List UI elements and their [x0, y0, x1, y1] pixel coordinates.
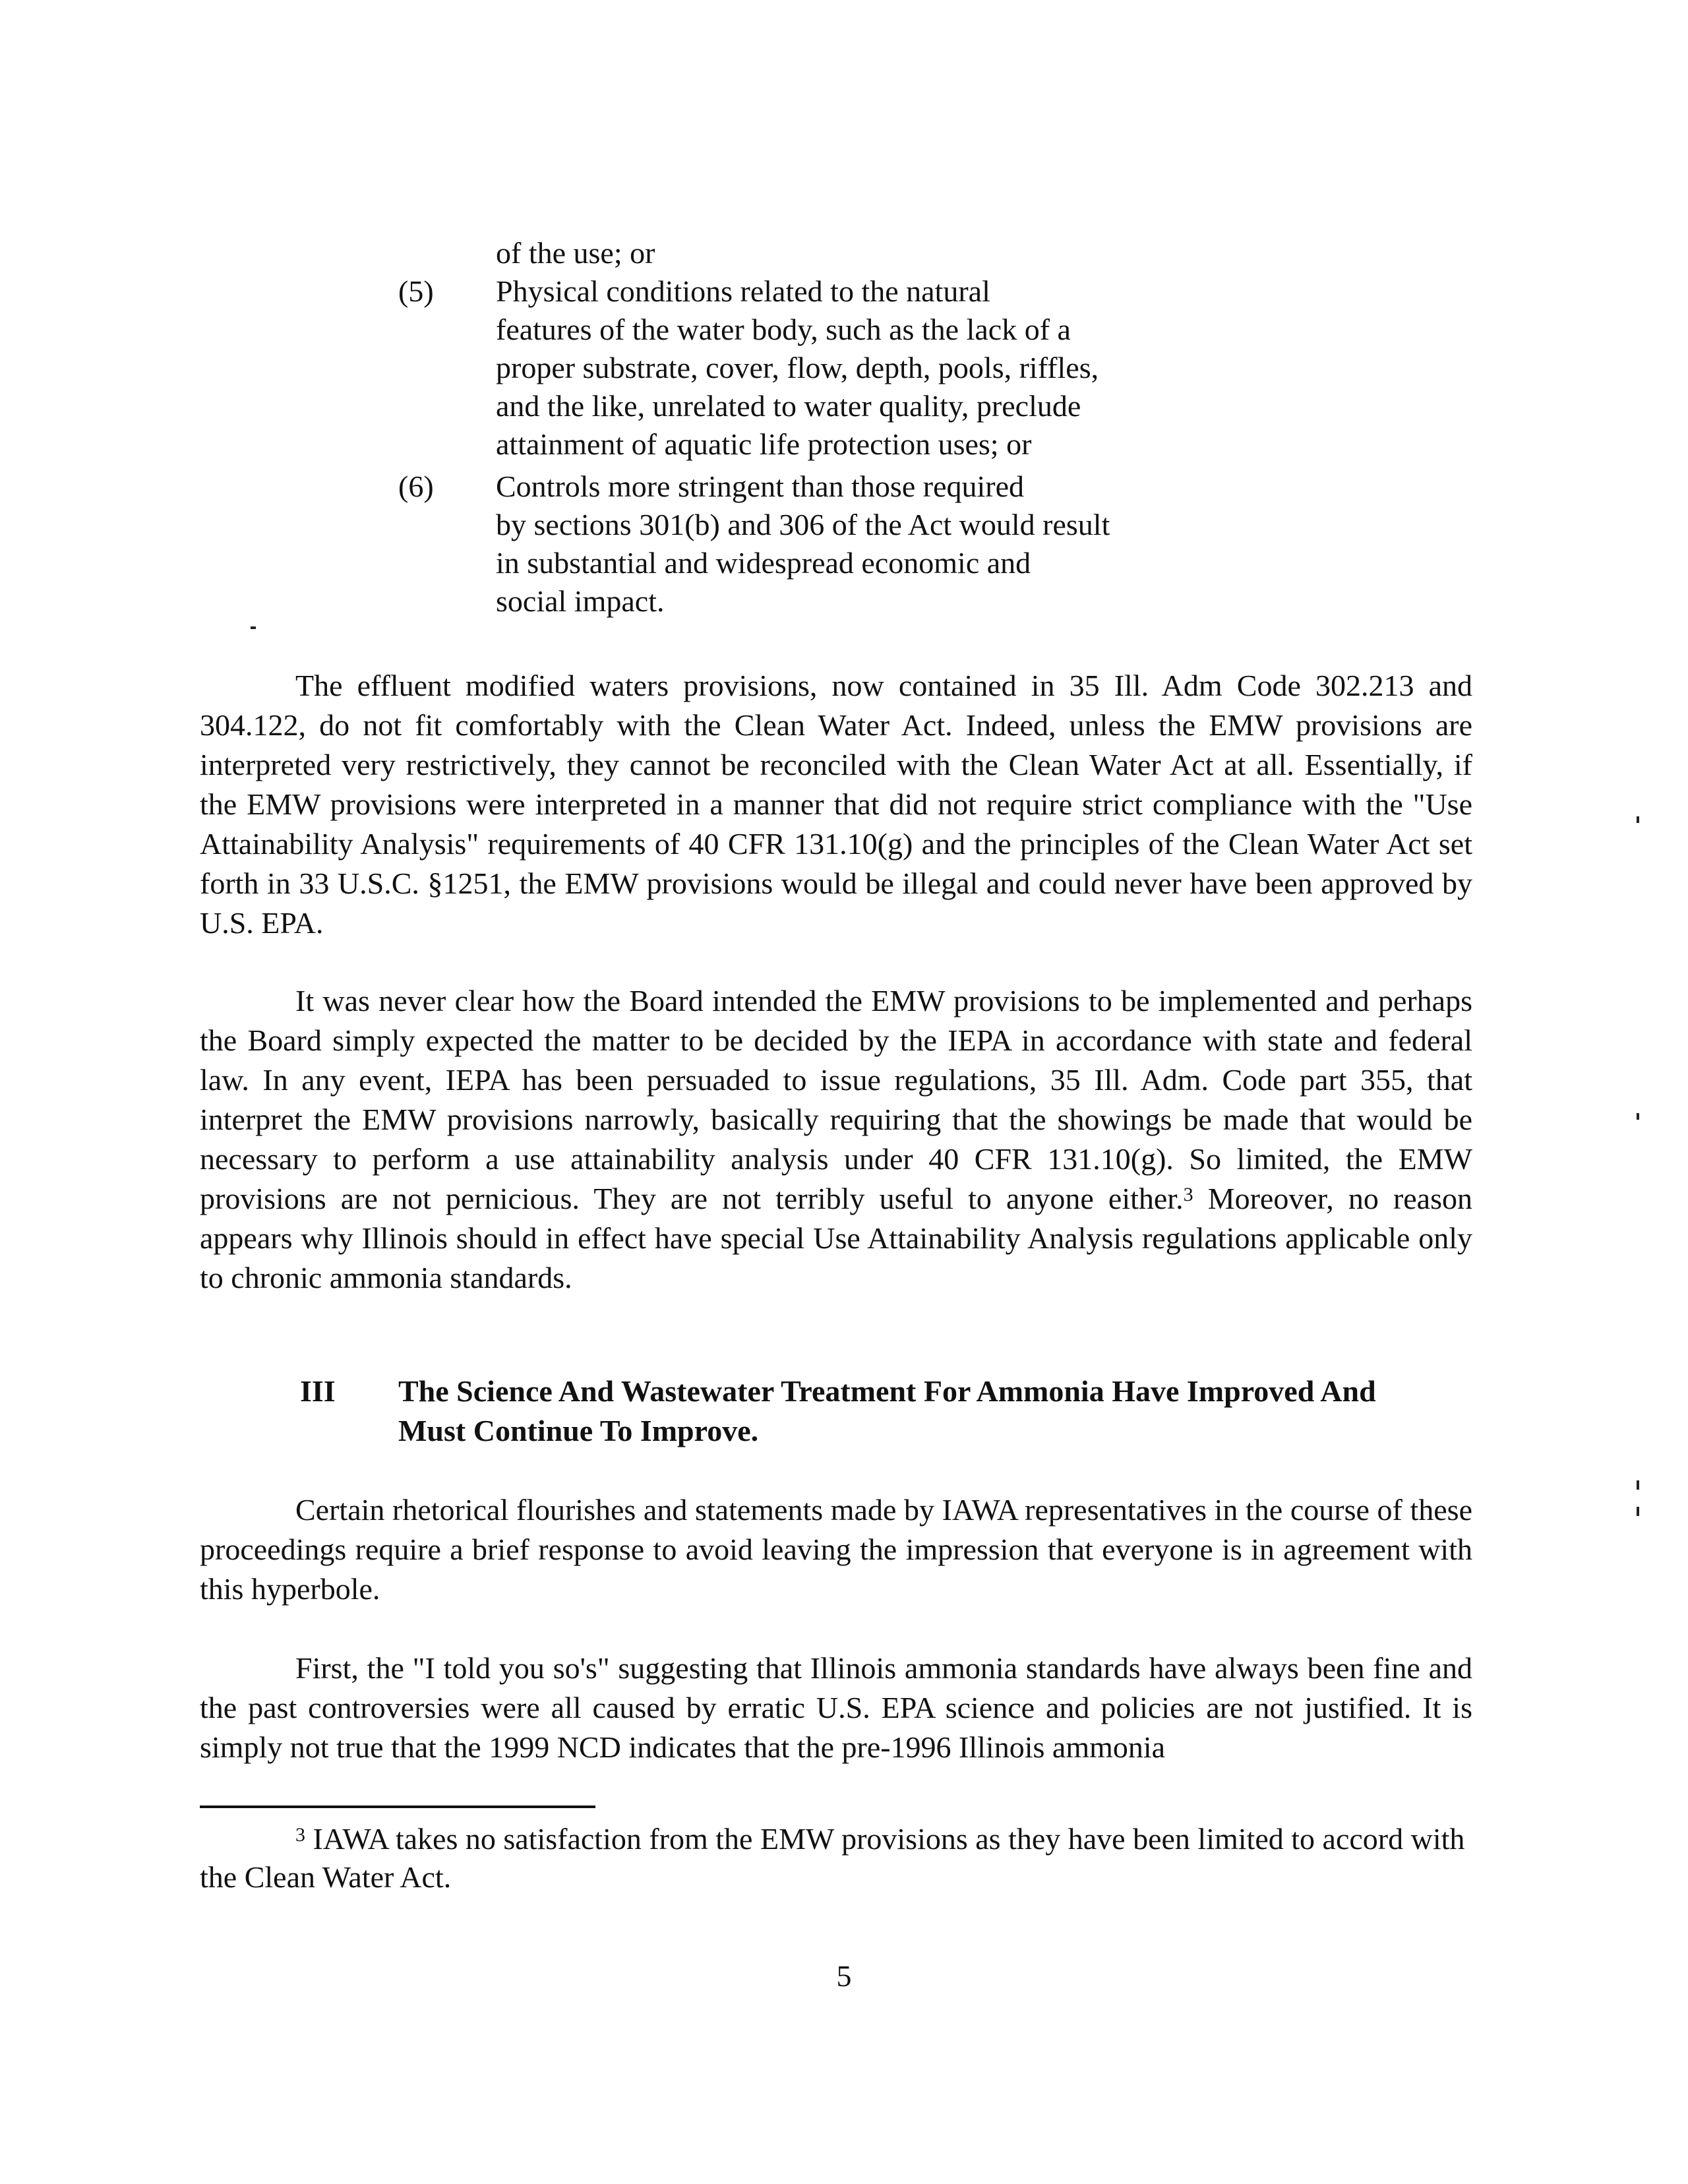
body-paragraph: First, the "I told you so's" suggesting that Illinois ammonia standards have always been fine and the past controversies were all caused by erratic U.S. EPA science and policies are not justified. It is simply not true that the 1999 NCD indicates that the pre-1996 Illinois ammonia	[200, 1651, 1472, 1764]
list-item-5-number: (5)	[398, 274, 434, 308]
scan-speck	[1637, 1480, 1639, 1490]
list-item-6-number: (6)	[398, 470, 434, 503]
list-item-5-line: Physical conditions related to the natural	[496, 274, 990, 308]
list-item-6-line: social impact.	[496, 584, 665, 618]
footnote-reference: 3	[1183, 1184, 1193, 1205]
page-number: 5	[836, 1959, 852, 1993]
list-item-5-line: features of the water body, such as the lack of a	[496, 313, 1071, 346]
list-item-5-line: attainment of aquatic life protection uses; or	[496, 427, 1032, 461]
scan-speck	[251, 626, 256, 629]
body-paragraph: Certain rhetorical flourishes and statements made by IAWA representatives in the course of these proceedings require a brief response to avoid leaving the impression that everyone is in agreement with this hyperbole.	[200, 1493, 1472, 1606]
scan-speck	[1637, 816, 1639, 823]
list-item-6-line: by sections 301(b) and 306 of the Act would result	[496, 508, 1110, 541]
body-paragraph: It was never clear how the Board intended the EMW provisions to be implemented and perhaps the Board simply expected the matter to be decided by the IEPA in accordance with state and federal law. In any event, IEPA has been persuaded to issue regulations, 35 Ill. Adm. Code part 355, that interpret the EMW provisions narrowly, basically requiring that the showings be made that would be necessary to perform a use attainability analysis under 40 CFR 131.10(g). So limited, the EMW provisions are not pernicious. They are not terribly useful to anyone either.$^3$ Moreover, no reason appears why Illinois should in effect have special Use Attainability Analysis regulations applicable only to chronic ammonia standards.	[200, 984, 1472, 1294]
footnote-marker: 3	[295, 1824, 305, 1846]
section-title-line: Must Continue To Improve.	[398, 1414, 759, 1447]
list-item-6-line: Controls more stringent than those required	[496, 470, 1025, 503]
list-item-5-line: and the like, unrelated to water quality, preclude	[496, 389, 1081, 423]
body-paragraph: The effluent modified waters provisions, now contained in 35 Ill. Adm Code 302.213 and 304.122, do not fit comfortably with the Clean Water Act. Indeed, unless the EMW provisions are interpreted very restrictively, they cannot be reconciled with the Clean Water Act at all. Essentially, if the EMW provisions were interpreted in a manner that did not require strict compliance with the "Use Attainability Analysis" requirements of 40 CFR 131.10(g) and the principles of the Clean Water Act set forth in 33 U.S.C. §1251, the EMW provisions would be illegal and could never have been approved by U.S. EPA.	[200, 669, 1472, 940]
list-item-6-line: in substantial and widespread economic and	[496, 546, 1031, 580]
footnote-separator	[200, 1805, 595, 1808]
scan-speck	[1637, 1507, 1639, 1516]
footnote: $^3$ IAWA takes no satisfaction from the EMW provisions as they have been limited to accord with the Clean Water Act.	[200, 1822, 1465, 1894]
list-item-5-line: proper substrate, cover, flow, depth, pools, riffles,	[496, 351, 1099, 384]
scan-speck	[1637, 1113, 1639, 1120]
section-number: III	[300, 1374, 336, 1408]
section-title-line: The Science And Wastewater Treatment For Ammonia Have Improved And	[398, 1374, 1376, 1408]
list-continuation: of the use; or	[496, 236, 655, 270]
